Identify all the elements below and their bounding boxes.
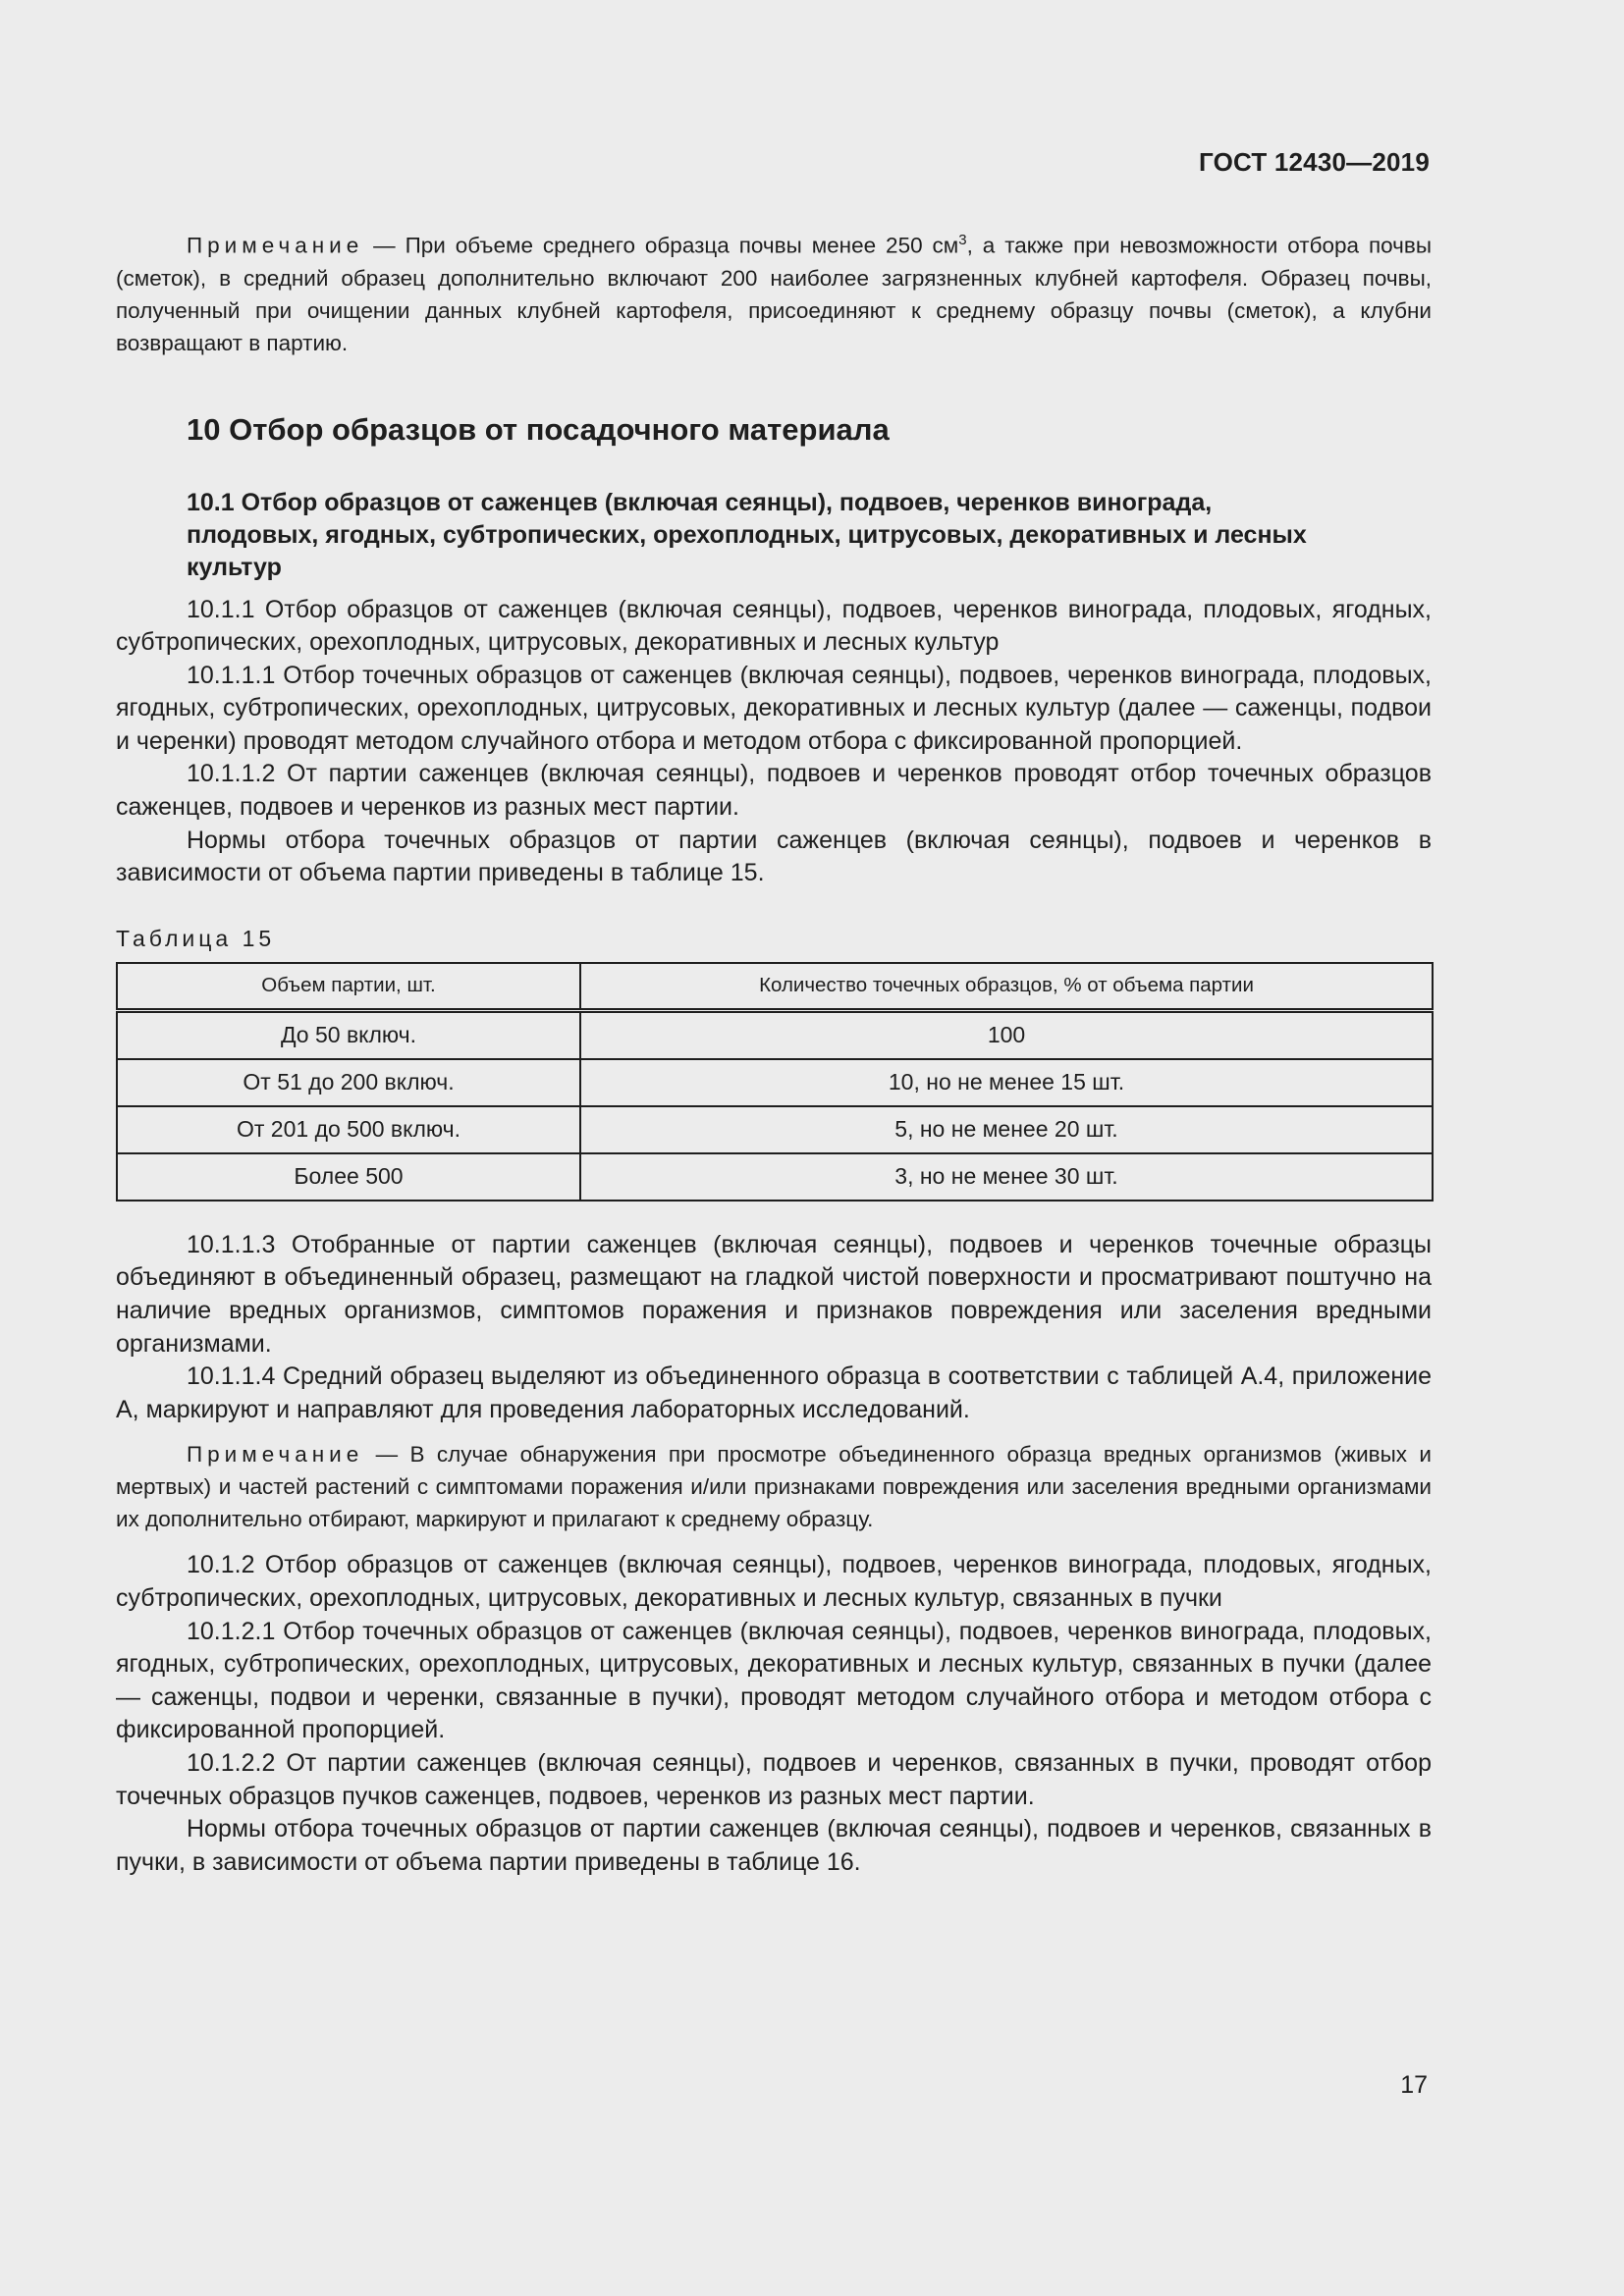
page-content bbox=[116, 224, 1432, 1879]
section-10-title: 10 Отбор образцов от посадочного материала bbox=[187, 411, 890, 447]
paragraph-10-1-1-1: 10.1.1.1 Отбор точечных образцов от саженцев (включая сеянцы), подвоев, черенков винограда, плодовых, ягодных, субтропических, орехоплодных, цитрусовых, декоративных и лесных культур (далее — саженцы, подвои и черенки) проводят методом случайного отбора и методом отбора с фиксированной пропорцией. bbox=[116, 661, 1432, 755]
table-row bbox=[117, 1010, 1433, 1059]
table-cell: 5, но не менее 20 шт. bbox=[580, 1106, 1433, 1153]
table-cell: От 201 до 500 включ. bbox=[117, 1106, 580, 1153]
paragraphs-block-c bbox=[116, 1549, 1432, 1879]
paragraph-10-1-1-4: 10.1.1.4 Средний образец выделяют из объединенного образца в соответствии с таблицей А.4, приложение А, маркируют и направляют для проведения лабораторных исследований. bbox=[116, 1362, 1432, 1423]
paragraphs-block-a bbox=[116, 594, 1432, 890]
table-row bbox=[117, 1153, 1433, 1201]
paragraph-10-1-1: 10.1.1 Отбор образцов от саженцев (включая сеянцы), подвоев, черенков винограда, плодовых, ягодных, субтропических, орехоплодных, цитрусовых, декоративных и лесных культур bbox=[116, 595, 1432, 657]
paragraphs-block-b bbox=[116, 1229, 1432, 1427]
note-1-superscript: 3 bbox=[958, 232, 967, 248]
table-cell: От 51 до 200 включ. bbox=[117, 1059, 580, 1106]
paragraph-10-1-1-2: 10.1.1.2 От партии саженцев (включая сеянцы), подвоев и черенков проводят отбор точечных образцов саженцев, подвоев и черенков из разных мест партии. bbox=[116, 760, 1432, 822]
paragraph-norms-15: Нормы отбора точечных образцов от партии саженцев (включая сеянцы), подвоев и черенков в зависимости от объема партии приведены в таблице 15. bbox=[116, 826, 1432, 887]
note-1-label: Примечание bbox=[187, 233, 364, 258]
paragraph-10-1-1-3: 10.1.1.3 Отобранные от партии саженцев (включая сеянцы), подвоев и черенков точечные образцы объединяют в объединенный образец, размещают на гладкой чистой поверхности и просматривают поштучно на наличие вредных организмов, симптомов поражения и признаков повреждения или заселения вредными организмами. bbox=[116, 1230, 1432, 1358]
table-cell: 10, но не менее 15 шт. bbox=[580, 1059, 1433, 1106]
table-row bbox=[117, 1059, 1433, 1106]
table-header-cell: Количество точечных образцов, % от объема партии bbox=[580, 963, 1433, 1011]
note-2 bbox=[116, 1438, 1432, 1535]
table-cell: До 50 включ. bbox=[117, 1010, 580, 1059]
note-1-text-b: , а также при невозможности отбора почвы (сметок), в средний образец дополнительно включают 200 наиболее загрязненных клубней картофеля. Образец почвы, полученный при очищении данных клубней картофеля, присоединяют к среднему образцу почвы (сметок), а клубни возвращают в партию. bbox=[116, 233, 1433, 355]
document-id-header: ГОСТ 12430—2019 bbox=[1199, 147, 1430, 177]
page-number: 17 bbox=[1400, 2071, 1428, 2099]
table-cell: Более 500 bbox=[117, 1153, 580, 1201]
paragraph-10-1-2: 10.1.2 Отбор образцов от саженцев (включая сеянцы), подвоев, черенков винограда, плодовых, ягодных, субтропических, орехоплодных, цитрусовых, декоративных и лесных культур, связанных в пучки bbox=[116, 1551, 1432, 1612]
table-15-caption: Таблица 15 bbox=[116, 925, 276, 951]
paragraph-norms-16: Нормы отбора точечных образцов от партии саженцев (включая сеянцы), подвоев и черенков, связанных в пучки, в зависимости от объема партии приведены в таблице 16. bbox=[116, 1815, 1432, 1876]
table-header-cell: Объем партии, шт. bbox=[117, 963, 580, 1011]
subsection-10-1-title: 10.1 Отбор образцов от саженцев (включая сеянцы), подвоев, черенков винограда, плодовых, ягодных, субтропических, орехоплодных, цитрусовых, декоративных и лесных культур bbox=[187, 488, 1307, 581]
note-1-text-a: — При объеме среднего образца почвы менее 250 см bbox=[363, 233, 959, 258]
note-2-label: Примечание bbox=[187, 1442, 364, 1468]
table-cell: 3, но не менее 30 шт. bbox=[580, 1153, 1433, 1201]
note-1 bbox=[116, 224, 1432, 359]
paragraph-10-1-2-2: 10.1.2.2 От партии саженцев (включая сеянцы), подвоев и черенков, связанных в пучки, проводят отбор точечных образцов пучков саженцев, подвоев, черенков из разных мест партии. bbox=[116, 1748, 1432, 1810]
table-15 bbox=[116, 962, 1434, 1201]
table-cell: 100 bbox=[580, 1010, 1433, 1059]
table-row bbox=[117, 1106, 1433, 1153]
note-2-text: — В случае обнаружения при просмотре объединенного образца вредных организмов (живых и мертвых) и частей растений с симптомами поражения и/или признаками повреждения или заселения вредными организмами их дополнительно отбирают, маркируют и прилагают к среднему образцу. bbox=[116, 1442, 1432, 1532]
paragraph-10-1-2-1: 10.1.2.1 Отбор точечных образцов от саженцев (включая сеянцы), подвоев, черенков винограда, плодовых, ягодных, субтропических, орехоплодных, цитрусовых, декоративных и лесных культур, связанных в пучки (далее — саженцы, подвои и черенки, связанные в пучки), проводят методом случайного отбора и методом отбора с фиксированной пропорцией. bbox=[116, 1617, 1432, 1744]
table-header-row bbox=[117, 963, 1433, 1011]
